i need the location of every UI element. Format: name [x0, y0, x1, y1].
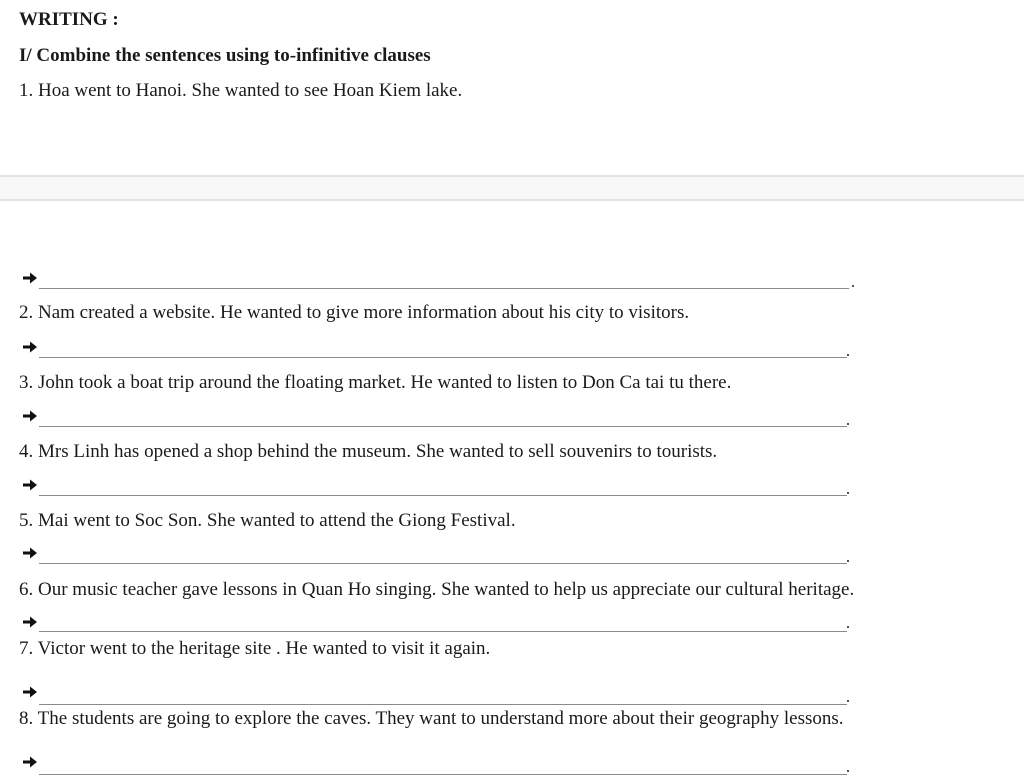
period-mark: [847, 492, 849, 494]
period-mark: [847, 354, 849, 356]
answer-line-5[interactable]: [22, 545, 862, 569]
answer-underline: [39, 495, 847, 496]
question-8: 8. The students are going to explore the caves. They want to understand more about their geography lessons.: [19, 708, 844, 729]
right-arrow-icon: [22, 477, 38, 493]
answer-line-2[interactable]: [22, 339, 862, 363]
answer-line-1[interactable]: [22, 270, 862, 294]
answer-line-7[interactable]: [22, 684, 862, 708]
period-mark: [847, 423, 849, 425]
answer-line-8[interactable]: [22, 754, 862, 778]
answer-underline: [39, 357, 847, 358]
question-2: 2. Nam created a website. He wanted to give more information about his city to visitors.: [19, 302, 690, 323]
right-arrow-icon: [22, 754, 38, 770]
heading: WRITING :: [19, 9, 119, 30]
right-arrow-icon: [22, 270, 38, 286]
page-break-band: [0, 175, 1024, 201]
answer-line-4[interactable]: [22, 477, 862, 501]
answer-underline: [39, 426, 847, 427]
right-arrow-icon: [22, 684, 38, 700]
answer-underline: [39, 631, 847, 632]
answer-underline: [39, 563, 847, 564]
right-arrow-icon: [22, 614, 38, 630]
right-arrow-icon: [22, 408, 38, 424]
question-4: 4. Mrs Linh has opened a shop behind the museum. She wanted to sell souvenirs to tourists.: [19, 441, 718, 462]
answer-underline: [39, 288, 849, 289]
period-mark: [847, 770, 849, 772]
question-6: 6. Our music teacher gave lessons in Quan Ho singing. She wanted to help us appreciate our cultural heritage.: [19, 579, 855, 600]
period-mark: [852, 285, 854, 287]
answer-underline: [39, 774, 847, 775]
question-7: 7. Victor went to the heritage site . He wanted to visit it again.: [19, 638, 491, 659]
period-mark: [847, 626, 849, 628]
question-1: 1. Hoa went to Hanoi. She wanted to see Hoan Kiem lake.: [19, 80, 463, 101]
question-5: 5. Mai went to Soc Son. She wanted to attend the Giong Festival.: [19, 510, 516, 531]
answer-line-6[interactable]: [22, 614, 862, 638]
answer-line-3[interactable]: [22, 408, 862, 432]
right-arrow-icon: [22, 339, 38, 355]
period-mark: [847, 560, 849, 562]
period-mark: [847, 700, 849, 702]
answer-underline: [39, 704, 847, 705]
right-arrow-icon: [22, 545, 38, 561]
question-3: 3. John took a boat trip around the floating market. He wanted to listen to Don Ca tai tu there.: [19, 372, 732, 393]
section-title: I/ Combine the sentences using to-infinitive clauses: [19, 45, 431, 66]
